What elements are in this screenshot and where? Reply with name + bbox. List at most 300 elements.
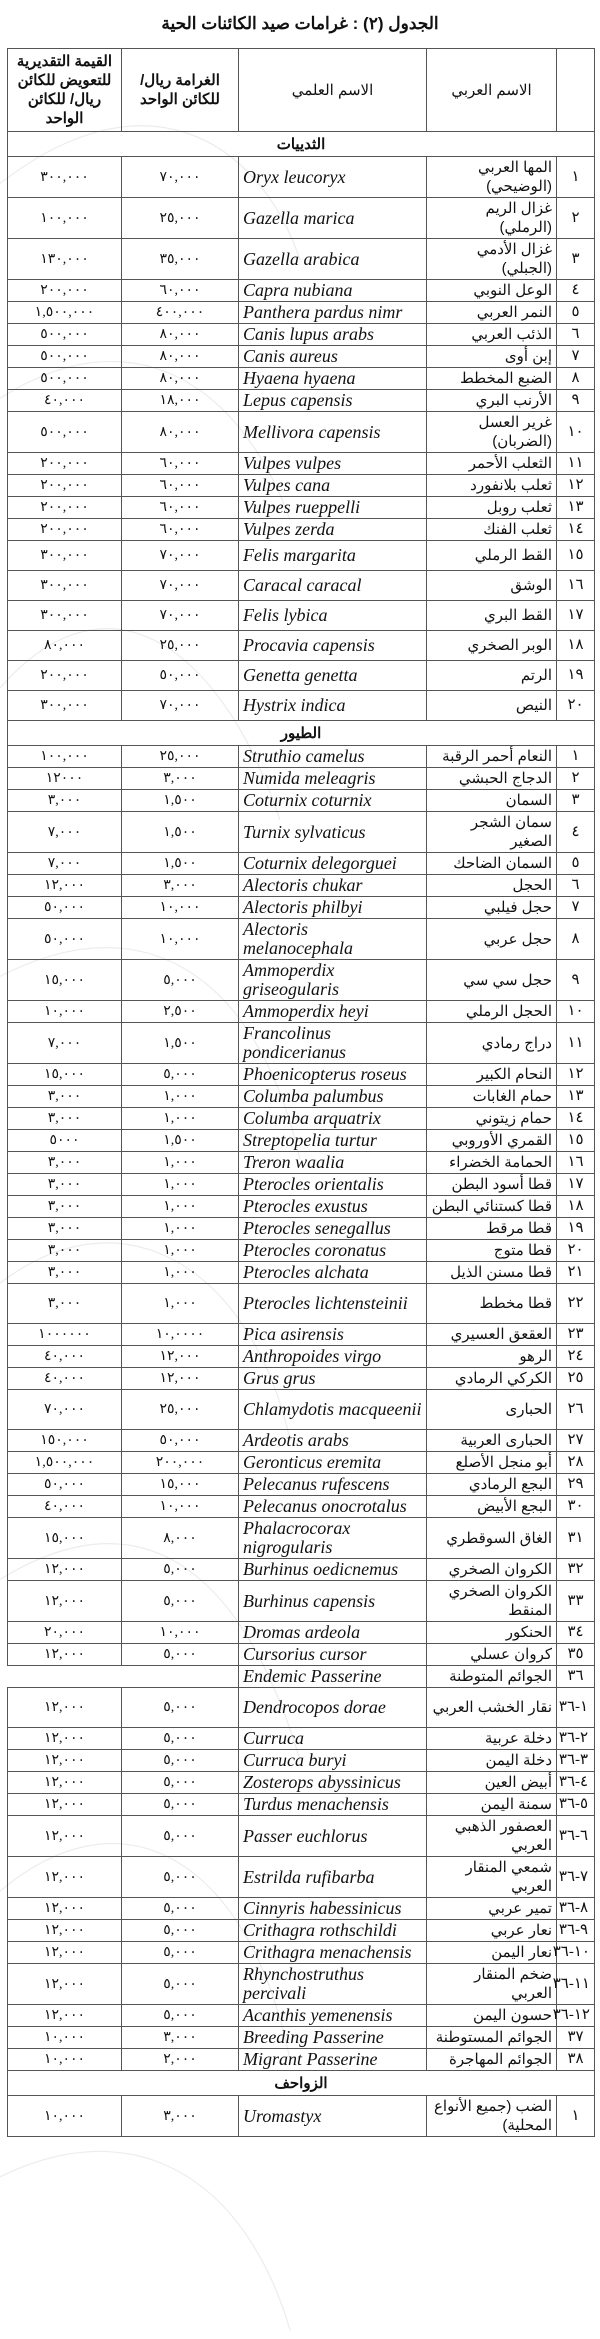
table-row [8,412,595,453]
row-number: ١٦ [557,571,595,601]
compensation-cell: ١٠٠,٠٠٠ [8,198,122,239]
fine-cell: ٢٠٠,٠٠٠ [122,1452,239,1474]
fine-cell: ٥,٠٠٠ [122,1728,239,1750]
arabic-name-cell: القمري الأوروبي [427,1130,557,1152]
row-number: ٤ [557,812,595,853]
scientific-name-cell: Ammoperdix heyi [239,1001,427,1023]
header-scientific-name: الاسم العلمي [239,49,427,132]
fine-cell: ٥,٠٠٠ [122,2005,239,2027]
scientific-name-cell: Cinnyris habessinicus [239,1898,427,1920]
table-row [8,541,595,571]
table-row [8,1430,595,1452]
table-row [8,519,595,541]
compensation-cell: ٣٠٠,٠٠٠ [8,571,122,601]
fine-cell: ٨٠,٠٠٠ [122,368,239,390]
fine-cell: ٥,٠٠٠ [122,1644,239,1666]
table-row [8,661,595,691]
table-row [8,1474,595,1496]
compensation-cell: ٤٠,٠٠٠ [8,390,122,412]
row-number: ٥ [557,302,595,324]
table-row [8,2027,595,2049]
fine-cell: ٨٠,٠٠٠ [122,324,239,346]
fine-cell: ٥,٠٠٠ [122,1750,239,1772]
table-header-row [8,49,595,132]
table-row [8,280,595,302]
scientific-name-cell: Phalacrocorax nigrogularis [239,1518,427,1559]
fine-cell: ٢٥,٠٠٠ [122,746,239,768]
row-number: ١٤ [557,519,595,541]
table-row [8,1086,595,1108]
arabic-name-cell: الضب (جميع الأنواع المحلية) [427,2096,557,2137]
arabic-name-cell: الحبارى العربية [427,1430,557,1452]
fine-cell: ٢٥,٠٠٠ [122,198,239,239]
arabic-name-cell: السمان الضاحك [427,853,557,875]
compensation-cell: ٣,٠٠٠ [8,1284,122,1324]
compensation-cell: ٣,٠٠٠ [8,1152,122,1174]
arabic-name-cell: الدجاج الحبشي [427,768,557,790]
row-number: ١١ [557,453,595,475]
fine-cell: ١٨,٠٠٠ [122,390,239,412]
scientific-name-cell: Anthropoides virgo [239,1346,427,1368]
table-row [8,1346,595,1368]
compensation-cell: ٥٠٠,٠٠٠ [8,324,122,346]
compensation-cell: ٧,٠٠٠ [8,853,122,875]
compensation-cell: ٣,٠٠٠ [8,1196,122,1218]
arabic-name-cell: النمر العربي [427,302,557,324]
fine-cell: ١,٠٠٠ [122,1218,239,1240]
row-number: ١٤ [557,1108,595,1130]
fine-cell: ٨٠,٠٠٠ [122,412,239,453]
fine-cell: ٢,٥٠٠ [122,1001,239,1023]
compensation-cell: ٣٠٠,٠٠٠ [8,691,122,721]
row-number: ٣٣ [557,1581,595,1622]
arabic-name-cell: الحجل [427,875,557,897]
table-row [8,601,595,631]
arabic-name-cell: الرتم [427,661,557,691]
fine-cell: ٥,٠٠٠ [122,1559,239,1581]
scientific-name-cell: Alectoris chukar [239,875,427,897]
arabic-name-cell: قطا كستنائي البطن [427,1196,557,1218]
compensation-cell: ١٢,٠٠٠ [8,1688,122,1728]
compensation-cell: ٢٠,٠٠٠ [8,1622,122,1644]
compensation-cell: ٢٠٠,٠٠٠ [8,497,122,519]
fine-cell: ٥,٠٠٠ [122,1920,239,1942]
arabic-name-cell: الكروان الصخري [427,1559,557,1581]
row-number: ٧-٣٦ [557,1857,595,1898]
compensation-cell: ١٢,٠٠٠ [8,1559,122,1581]
table-row [8,1108,595,1130]
fine-cell: ٧٠,٠٠٠ [122,571,239,601]
scientific-name-cell: Curruca [239,1728,427,1750]
scientific-name-cell: Zosterops abyssinicus [239,1772,427,1794]
table-row [8,960,595,1001]
scientific-name-cell: Gazella marica [239,198,427,239]
row-number: ١٦ [557,1152,595,1174]
table-row [8,1152,595,1174]
row-number: ١ [557,157,595,198]
fine-cell: ٣,٠٠٠ [122,875,239,897]
arabic-name-cell: سمان الشجر الصغير [427,812,557,853]
scientific-name-cell: Pterocles senegallus [239,1218,427,1240]
compensation-cell: ٥٠٠٠ [8,1130,122,1152]
scientific-name-cell: Alectoris philbyi [239,897,427,919]
compensation-cell: ١٢,٠٠٠ [8,1750,122,1772]
row-number: ١ [557,2096,595,2137]
row-number: ٥ [557,853,595,875]
table-row [8,875,595,897]
hunting-fines-table [7,48,595,2137]
table-row [8,1130,595,1152]
table-row [8,1644,595,1666]
row-number: ١٠ [557,1001,595,1023]
compensation-cell: ١٠,٠٠٠ [8,2096,122,2137]
fine-cell: ٥٠,٠٠٠ [122,1430,239,1452]
scientific-name-cell: Crithagra rothschildi [239,1920,427,1942]
scientific-name-cell: Oryx leucoryx [239,157,427,198]
compensation-cell: ١,٥٠٠,٠٠٠ [8,302,122,324]
table-row [8,1942,595,1964]
scientific-name-cell: Dendrocopos dorae [239,1688,427,1728]
table-row [8,1728,595,1750]
compensation-cell: ١٢,٠٠٠ [8,1816,122,1857]
table-row [8,1794,595,1816]
fine-cell: ٥,٠٠٠ [122,1942,239,1964]
row-number: ١٣ [557,497,595,519]
row-number: ٢٢ [557,1284,595,1324]
arabic-name-cell: أبيض العين [427,1772,557,1794]
row-number: ١٣ [557,1086,595,1108]
arabic-name-cell: ثعلب الفنك [427,519,557,541]
fine-cell: ١٠,٠٠٠ [122,897,239,919]
table-row [8,157,595,198]
fine-cell: ٥,٠٠٠ [122,960,239,1001]
compensation-cell: ١٥,٠٠٠ [8,960,122,1001]
scientific-name-cell: Gazella arabica [239,239,427,280]
arabic-name-cell: ضخم المنقار العربي [427,1964,557,2005]
fine-cell: ٧٠,٠٠٠ [122,691,239,721]
row-number: ٣٢ [557,1559,595,1581]
scientific-name-cell: Pterocles exustus [239,1196,427,1218]
compensation-cell: ١٢,٠٠٠ [8,1920,122,1942]
row-number: ١٧ [557,1174,595,1196]
arabic-name-cell: الجوائم المتوطنة [427,1666,557,1688]
compensation-cell: ١٢,٠٠٠ [8,1794,122,1816]
scientific-name-cell: Chlamydotis macqueenii [239,1390,427,1430]
compensation-cell: ١٢,٠٠٠ [8,1964,122,2005]
compensation-cell: ٣,٠٠٠ [8,1108,122,1130]
row-number: ٣٥ [557,1644,595,1666]
fine-cell: ٥,٠٠٠ [122,1581,239,1622]
arabic-name-cell: دراج رمادي [427,1023,557,1064]
scientific-name-cell: Estrilda rufibarba [239,1857,427,1898]
row-number: ٨-٣٦ [557,1898,595,1920]
fine-cell: ١,٠٠٠ [122,1152,239,1174]
compensation-cell: ٧٠,٠٠٠ [8,1390,122,1430]
fine-cell: ١,٥٠٠ [122,853,239,875]
table-row [8,1218,595,1240]
row-number: ٣٧ [557,2027,595,2049]
arabic-name-cell: القط البري [427,601,557,631]
fine-cell: ٢٥,٠٠٠ [122,1390,239,1430]
arabic-name-cell: حمام زيتوني [427,1108,557,1130]
fine-cell: ١٠,٠٠٠ [122,919,239,960]
row-number: ٥-٣٦ [557,1794,595,1816]
arabic-name-cell: نعار عربي [427,1920,557,1942]
arabic-name-cell: قطا مخطط [427,1284,557,1324]
scientific-name-cell: Canis lupus arabs [239,324,427,346]
row-number: ١٠ [557,412,595,453]
arabic-name-cell: الحبارى [427,1390,557,1430]
arabic-name-cell: العقعق العسيري [427,1324,557,1346]
scientific-name-cell: Columba palumbus [239,1086,427,1108]
scientific-name-cell: Capra nubiana [239,280,427,302]
compensation-cell: ٥٠٠,٠٠٠ [8,368,122,390]
table-row [8,853,595,875]
scientific-name-cell: Vulpes cana [239,475,427,497]
fine-cell: ١٢,٠٠٠ [122,1368,239,1390]
fine-cell: ١,٥٠٠ [122,1130,239,1152]
table-row [8,1023,595,1064]
header-number [557,49,595,132]
row-number: ٣٦ [557,1666,595,1688]
page-title: الجدول (٢) : غرامات صيد الكائنات الحية [161,14,439,33]
row-number: ٩ [557,960,595,1001]
table-body [8,132,595,2137]
scientific-name-cell: Burhinus capensis [239,1581,427,1622]
compensation-cell: ٣,٠٠٠ [8,1174,122,1196]
scientific-name-cell: Genetta genetta [239,661,427,691]
table-row [8,1001,595,1023]
table-row [8,1772,595,1794]
compensation-cell: ١٢,٠٠٠ [8,1772,122,1794]
scientific-name-cell: Endemic Passerine [239,1666,427,1688]
arabic-name-cell: حجل فيلبي [427,897,557,919]
fine-cell: ٣,٠٠٠ [122,2096,239,2137]
table-row [8,1390,595,1430]
compensation-cell: ١٥٠,٠٠٠ [8,1430,122,1452]
arabic-name-cell: الأرنب البري [427,390,557,412]
table-row [8,571,595,601]
arabic-name-cell: الحنكور [427,1622,557,1644]
compensation-cell: ٣٠٠,٠٠٠ [8,157,122,198]
arabic-name-cell: قطا مسنن الذيل [427,1262,557,1284]
scientific-name-cell: Dromas ardeola [239,1622,427,1644]
section-header-row [8,132,595,157]
compensation-cell: ٣,٠٠٠ [8,1262,122,1284]
table-row [8,1622,595,1644]
row-number: ٢ [557,768,595,790]
scientific-name-cell: Procavia capensis [239,631,427,661]
arabic-name-cell: النحام الكبير [427,1064,557,1086]
scientific-name-cell: Columba arquatrix [239,1108,427,1130]
table-row [8,631,595,661]
row-number: ٧ [557,346,595,368]
fine-cell: ١٢,٠٠٠ [122,1346,239,1368]
arabic-name-cell: سمنة اليمن [427,1794,557,1816]
header-arabic-name: الاسم العربي [427,49,557,132]
row-number: ٣ [557,790,595,812]
scientific-name-cell: Canis aureus [239,346,427,368]
table-row [8,1368,595,1390]
compensation-cell: ٣,٠٠٠ [8,790,122,812]
arabic-name-cell: المها العربي (الوضيحي) [427,157,557,198]
arabic-name-cell: دخلة عربية [427,1728,557,1750]
section-title: الطيور [8,721,595,746]
fine-cell: ١,٠٠٠ [122,1196,239,1218]
scientific-name-cell: Felis lybica [239,601,427,631]
fine-cell: ٦٠,٠٠٠ [122,519,239,541]
compensation-cell: ٥٠,٠٠٠ [8,897,122,919]
section-header-row [8,721,595,746]
fine-cell: ٢,٠٠٠ [122,2049,239,2071]
arabic-name-cell: كروان عسلي [427,1644,557,1666]
fine-cell: ٥,٠٠٠ [122,1772,239,1794]
fine-cell: ٣٥,٠٠٠ [122,239,239,280]
row-number: ١٨ [557,1196,595,1218]
compensation-cell: ٢٠٠,٠٠٠ [8,661,122,691]
table-row [8,497,595,519]
fine-cell: ١,٥٠٠ [122,812,239,853]
compensation-cell: ٥٠٠,٠٠٠ [8,412,122,453]
fine-cell: ١٠,٠٠٠ [122,1496,239,1518]
scientific-name-cell: Pterocles alchata [239,1262,427,1284]
arabic-name-cell: ثعلب بلانفورد [427,475,557,497]
row-number: ٢١ [557,1262,595,1284]
scientific-name-cell: Streptopelia turtur [239,1130,427,1152]
row-number: ١٠-٣٦ [557,1942,595,1964]
fine-cell: ٥,٠٠٠ [122,1688,239,1728]
scientific-name-cell: Crithagra menachensis [239,1942,427,1964]
table-row [8,1196,595,1218]
compensation-cell: ١٠,٠٠٠ [8,2027,122,2049]
compensation-cell: ١٣٠,٠٠٠ [8,239,122,280]
compensation-cell: ٤٠,٠٠٠ [8,1346,122,1368]
row-number: ١-٣٦ [557,1688,595,1728]
arabic-name-cell: نقار الخشب العربي [427,1688,557,1728]
compensation-cell: ١٢,٠٠٠ [8,1581,122,1622]
scientific-name-cell: Vulpes rueppelli [239,497,427,519]
table-row [8,2096,595,2137]
table-row [8,1920,595,1942]
arabic-name-cell: حجل سي سي [427,960,557,1001]
scientific-name-cell: Coturnix coturnix [239,790,427,812]
scientific-name-cell: Alectoris melanocephala [239,919,427,960]
compensation-cell: ٣٠٠,٠٠٠ [8,601,122,631]
table-row [8,1518,595,1559]
fine-cell: ٥,٠٠٠ [122,1857,239,1898]
fine-cell: ٨٠,٠٠٠ [122,346,239,368]
table-row [8,768,595,790]
arabic-name-cell: البجع الرمادي [427,1474,557,1496]
compensation-cell: ١٢,٠٠٠ [8,1644,122,1666]
scientific-name-cell: Curruca buryi [239,1750,427,1772]
arabic-name-cell: نعار اليمن [427,1942,557,1964]
fine-cell: ٤٠٠,٠٠٠ [122,302,239,324]
compensation-cell: ١,٥٠٠,٠٠٠ [8,1452,122,1474]
table-row [8,2005,595,2027]
fine-cell: ٥,٠٠٠ [122,1794,239,1816]
compensation-cell: ٤٠,٠٠٠ [8,1496,122,1518]
compensation-cell: ١٠,٠٠٠ [8,1001,122,1023]
table-row [8,1750,595,1772]
fine-cell: ٢٥,٠٠٠ [122,631,239,661]
arabic-name-cell: السمان [427,790,557,812]
scientific-name-cell: Burhinus oedicnemus [239,1559,427,1581]
row-number: ٧ [557,897,595,919]
arabic-name-cell: أبو منجل الأصلع [427,1452,557,1474]
table-row [8,1816,595,1857]
arabic-name-cell: الوعل النوبي [427,280,557,302]
row-number: ٢٤ [557,1346,595,1368]
table-row [8,368,595,390]
table-row [8,812,595,853]
table-row [8,1174,595,1196]
row-number: ٢٧ [557,1430,595,1452]
arabic-name-cell: حمام الغابات [427,1086,557,1108]
row-number: ٢٥ [557,1368,595,1390]
fine-cell: ١٥,٠٠٠ [122,1474,239,1496]
scientific-name-cell: Felis margarita [239,541,427,571]
compensation-cell: ١٢,٠٠٠ [8,875,122,897]
fine-cell: ٧٠,٠٠٠ [122,157,239,198]
row-number: ٢ [557,198,595,239]
arabic-name-cell: العصفور الذهبي العربي [427,1816,557,1857]
table-row [8,324,595,346]
arabic-name-cell: غزال الريم (الرملي) [427,198,557,239]
fine-cell: ٦٠,٠٠٠ [122,453,239,475]
row-number: ٣٠ [557,1496,595,1518]
arabic-name-cell: دخلة اليمن [427,1750,557,1772]
row-number: ٢٣ [557,1324,595,1346]
compensation-cell: ١٢,٠٠٠ [8,1728,122,1750]
arabic-name-cell: الذئب العربي [427,324,557,346]
arabic-name-cell: قطا مرقط [427,1218,557,1240]
scientific-name-cell: Vulpes vulpes [239,453,427,475]
compensation-cell: ١٢,٠٠٠ [8,2005,122,2027]
compensation-cell: ٧,٠٠٠ [8,812,122,853]
scientific-name-cell: Hystrix indica [239,691,427,721]
table-row [8,390,595,412]
fine-cell: ١,٠٠٠ [122,1284,239,1324]
fine-cell: ٦٠,٠٠٠ [122,475,239,497]
table-row [8,1581,595,1622]
scientific-name-cell: Francolinus pondicerianus [239,1023,427,1064]
compensation-cell: ٢٠٠,٠٠٠ [8,453,122,475]
fine-cell: ٦٠,٠٠٠ [122,497,239,519]
arabic-name-cell: تمير عربي [427,1898,557,1920]
row-number: ١٥ [557,1130,595,1152]
scientific-name-cell: Numida meleagris [239,768,427,790]
compensation-cell: ١٥,٠٠٠ [8,1064,122,1086]
compensation-cell: ٧,٠٠٠ [8,1023,122,1064]
scientific-name-cell: Geronticus eremita [239,1452,427,1474]
arabic-name-cell: الكروان الصخري المنقط [427,1581,557,1622]
section-title: الزواحف [8,2071,595,2096]
arabic-name-cell: إبن أوى [427,346,557,368]
table-row [8,1262,595,1284]
arabic-name-cell: النعام أحمر الرقبة [427,746,557,768]
row-number: ١٧ [557,601,595,631]
compensation-cell: ٣٠٠,٠٠٠ [8,541,122,571]
row-number: ٢٠ [557,691,595,721]
compensation-cell: ١٢,٠٠٠ [8,1898,122,1920]
table-row [8,691,595,721]
row-number: ٣٨ [557,2049,595,2071]
scientific-name-cell: Pterocles orientalis [239,1174,427,1196]
arabic-name-cell: حجل عربي [427,919,557,960]
compensation-cell: ٢٠٠,٠٠٠ [8,475,122,497]
table-row [8,919,595,960]
